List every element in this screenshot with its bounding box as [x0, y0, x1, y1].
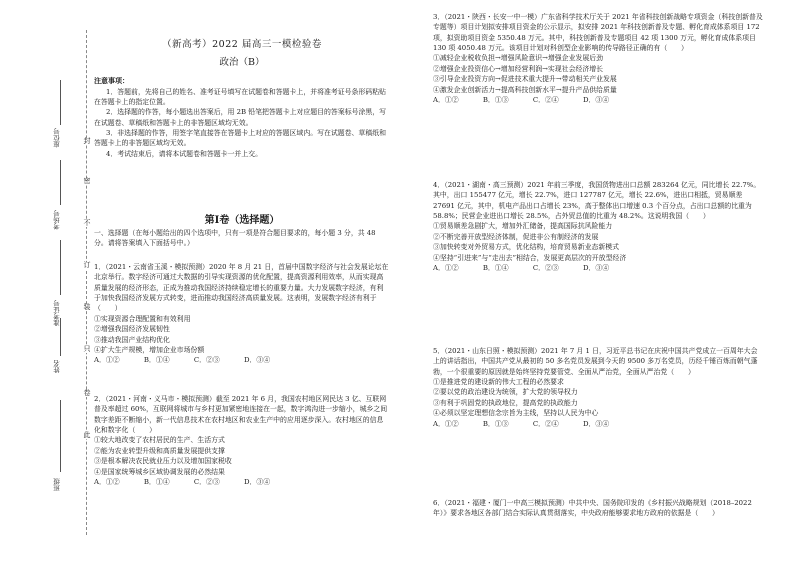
question-stem: 2．（2021・河南・义马市・模拟预测）截至 2021 年 6 月，我国农村地区网民达 3 亿、互联网普及率超过 60%，互联网将城市与乡村更加紧密地连接在一起，数字鸿沟进一步缩小，城乡之间数字差距不断缩小，新一代信息技术在农村地区和农业生产中的应用逐步深入。农村地区的信息化和数字化（ ） [94, 395, 388, 435]
answer-row [433, 419, 763, 429]
answer-choice[interactable]: D．③④ [582, 95, 610, 104]
answer-choice[interactable]: B．①④ [143, 477, 170, 486]
answer-row [94, 355, 390, 365]
question-option: ①实现资源合理配置和有效利用 [94, 314, 191, 323]
question-6 [433, 498, 763, 519]
question-option: ③推动我国产业结构优化 [94, 335, 170, 344]
notice-item: 4．考试结束后，请将本试题卷和答题卡一并上交。 [106, 149, 262, 158]
binding-margin [0, 0, 82, 562]
question-option: ③是根本解决农民就业压力以及增加国家税收 [94, 457, 232, 466]
answer-choice[interactable]: C．②④ [532, 95, 559, 104]
notice-item: 3．非选择题的作答，用签字笔直接答在答题卡上对应的答题区域内。写在试题卷、草稿纸和答题卡上的非答题区域均无效。 [94, 128, 387, 148]
seat-number-label: 座位号 [53, 128, 61, 148]
question-2 [94, 394, 390, 487]
answer-choice[interactable]: C．②③ [193, 477, 220, 486]
answer-choice[interactable]: B．①③ [482, 419, 509, 428]
answer-row [94, 477, 390, 487]
question-option: ①较大地改变了农村居民的生产、生活方式 [94, 436, 225, 445]
answer-row [433, 95, 763, 105]
exam-fill-line [60, 160, 61, 205]
question-stem: 4．（2021・湖南・高三预测）2021 年前三季度，我国货物进出口总额 283264 亿元，同比增长 22.7%。其中，出口 155477 亿元，增长 22.7%，进口 127787 亿元，增长 22.6%，进出口相抵，贸易顺差 27691 亿元，其中，机电产品出口占增长 23%，高于整体出口增速 0.3 个百分点，占出口总额的比重为 58.8%；民营企业进出口增长 28.5%，占外贸总值的比重为 48.2%。这说明我国（ ） [433, 181, 761, 221]
answer-choice[interactable]: B．①④ [482, 263, 509, 272]
answer-choice[interactable]: A．①② [433, 419, 459, 428]
exam-room-label: 考场号 [53, 210, 61, 230]
answer-choice[interactable]: B．①③ [482, 95, 509, 104]
question-option: ①是推进党的建设新的伟大工程的必然要求 [433, 378, 564, 387]
question-option: ④扩大生产规模，增加企业市场份额 [94, 345, 205, 354]
question-stem: 3．（2021・陕西・长安一中一模）广东省科学技术厅关于 2021 年省科技创新战略专项资金（科技创新普及专题等）项目计划拟安排项目资金的公示显示，拟安排 2021 年科技创新普及专题、孵化育成体系项目 172 项，拟资助项目资金 5350.48 万元。其中，科技创新普及专题项目 42 项 1300 万元，孵化育成体系项目 130 项 4050.48 万元。该项目计划对科创型企业影响的传导路径正确的有（ ） [433, 13, 763, 53]
section-intro: 一、选择题（在每小题给出的四个选项中，只有一项是符合题目要求的，每小题 3 分，共 48 分。请将答案填入下面括号中。） [94, 229, 376, 248]
question-3 [433, 12, 763, 105]
name-fill-line [60, 318, 61, 356]
class-label: 班级 [53, 478, 61, 491]
question-option: ③加快转变对外贸易方式，优化结构，培育贸易新业态新模式 [433, 243, 620, 252]
answer-row [433, 263, 763, 273]
notice-item: 1．答题前，先将自己的姓名、准考证号填写在试题卷和答题卡上，并将准考证号条形码粘贴在答题卡上的指定位置。 [94, 87, 387, 106]
cut-char: 密 [81, 178, 93, 185]
question-option: ①贸易顺差急剧扩大，增加外汇储备，提高国际抗风险能力 [433, 222, 613, 231]
answer-choice[interactable]: D．③④ [243, 356, 271, 365]
question-option: ②能为农业转型升级和高质量发展提供支撑 [94, 446, 225, 455]
notice-item: 2．选择题的作答，每小题选出答案后，用 2B 铅笔把答题卡上对应题目的答案标号涂黑，写在试题卷、草稿纸和答题卡上的非答题区域均无效。 [94, 108, 387, 127]
document-title: （新高考）2022 届高三一模检验卷 [162, 39, 322, 50]
question-option: ②不断完善开放型经济体制，促进非公有制经济的发展 [433, 232, 599, 241]
cut-char: 不 [81, 220, 93, 227]
answer-choice[interactable]: D．③④ [243, 477, 271, 486]
answer-choice[interactable]: A．①② [433, 263, 459, 272]
section-title: 第Ⅰ卷（选择题） [204, 215, 280, 226]
answer-choice[interactable]: C．②③ [532, 263, 559, 272]
question-option: ③引导企业投资方向→促进技术重大提升→带动相关产业发展 [433, 75, 617, 84]
question-1 [94, 262, 390, 366]
question-option: ②增强企业投资信心→增加经营利润→实现社会经济增长 [433, 64, 604, 73]
question-option: ②增强我国经济发展韧性 [94, 325, 170, 334]
answer-choice[interactable]: C．②③ [193, 356, 220, 365]
class-fill-line [60, 400, 61, 472]
notice-block [94, 76, 390, 159]
answer-choice[interactable]: A．①② [433, 95, 459, 104]
cut-char: 封 [81, 138, 93, 145]
question-4 [433, 180, 763, 273]
answer-choice[interactable]: C．②④ [532, 419, 559, 428]
question-option: ③有利于巩固党的执政地位，提高党的执政能力 [433, 398, 578, 407]
question-5 [433, 346, 763, 429]
seat-fill-line [60, 80, 61, 125]
answer-choice[interactable]: D．③④ [582, 419, 610, 428]
question-stem: 1．（2021・云南省玉溪・模拟预测）2020 年 8 月 21 日，首届中国数字经济与社会发展论坛在北京举行。数字经济可通过大数据的引导实现资源的优化配置，提高资源利用效率，从而实现高质量发展的经济形态，正成为推动我国经济持续稳定增长的重要力量。大力发展数字经济，有利于加快我国经济发展方式转变，进而推动我国经济高质量发展。这表明，发展数字经济有利于（ ） [94, 263, 389, 313]
question-stem: 5．（2021・山东日照・模拟预测）2021 年 7 月 1 日，习近平总书记在庆祝中国共产党成立一百周年大会上的讲话指出，中国共产党从最初的 50 多名党员发展到今天的 9500 多万名党员，历经千锤百炼而朝气蓬勃，一个很重要的原因就是始终坚持党要管党、全面从严治党，全面从严治党（ ） [433, 347, 758, 376]
question-option: ④必须以坚定理想信念宗旨为主线，坚持以人民为中心 [433, 409, 599, 418]
question-stem: 6．（2021・福建・厦门一中高三模拟预测）中共中央、国务院印发的《乡村振兴战略规划（2018–2022 年）》要求各地区各部门结合实际认真贯彻落实，中央政府能够要求地方政府的依据是（ ） [433, 499, 752, 518]
section-header [94, 213, 390, 249]
cut-char: 只 [81, 346, 93, 353]
cut-line [86, 30, 87, 535]
question-option: ④坚持“引进来”与“走出去”相结合，发展更高层次的开放型经济 [433, 253, 627, 262]
answer-choice[interactable]: D．③④ [582, 263, 610, 272]
cut-char: 此 [81, 432, 93, 439]
question-option: ④是国家统筹城乡区域协调发展的必然结果 [94, 467, 225, 476]
document-subtitle: 政治（B） [219, 57, 265, 68]
answer-choice[interactable]: B．①④ [143, 356, 170, 365]
ticket-number-label: 准考证号 [53, 300, 61, 326]
cut-char: 装 [81, 304, 93, 311]
question-option: ④激发企业创新活力→提高科技创新水平→提升产品供给质量 [433, 85, 617, 94]
answer-choice[interactable]: A．①② [94, 477, 120, 486]
ticket-fill-line [60, 240, 61, 295]
notice-title: 注意事项： [94, 76, 129, 85]
answer-choice[interactable]: A．①② [94, 356, 120, 365]
cut-char: 订 [81, 262, 93, 269]
question-option: ①减轻企业税收负担→增强风险意识→增强企业发展后劲 [433, 54, 604, 63]
name-label: 姓名 [53, 360, 61, 373]
question-option: ②要以党的政治建设为统领，扩大党的领导权力 [433, 388, 578, 397]
cut-char: 卷 [81, 390, 93, 397]
